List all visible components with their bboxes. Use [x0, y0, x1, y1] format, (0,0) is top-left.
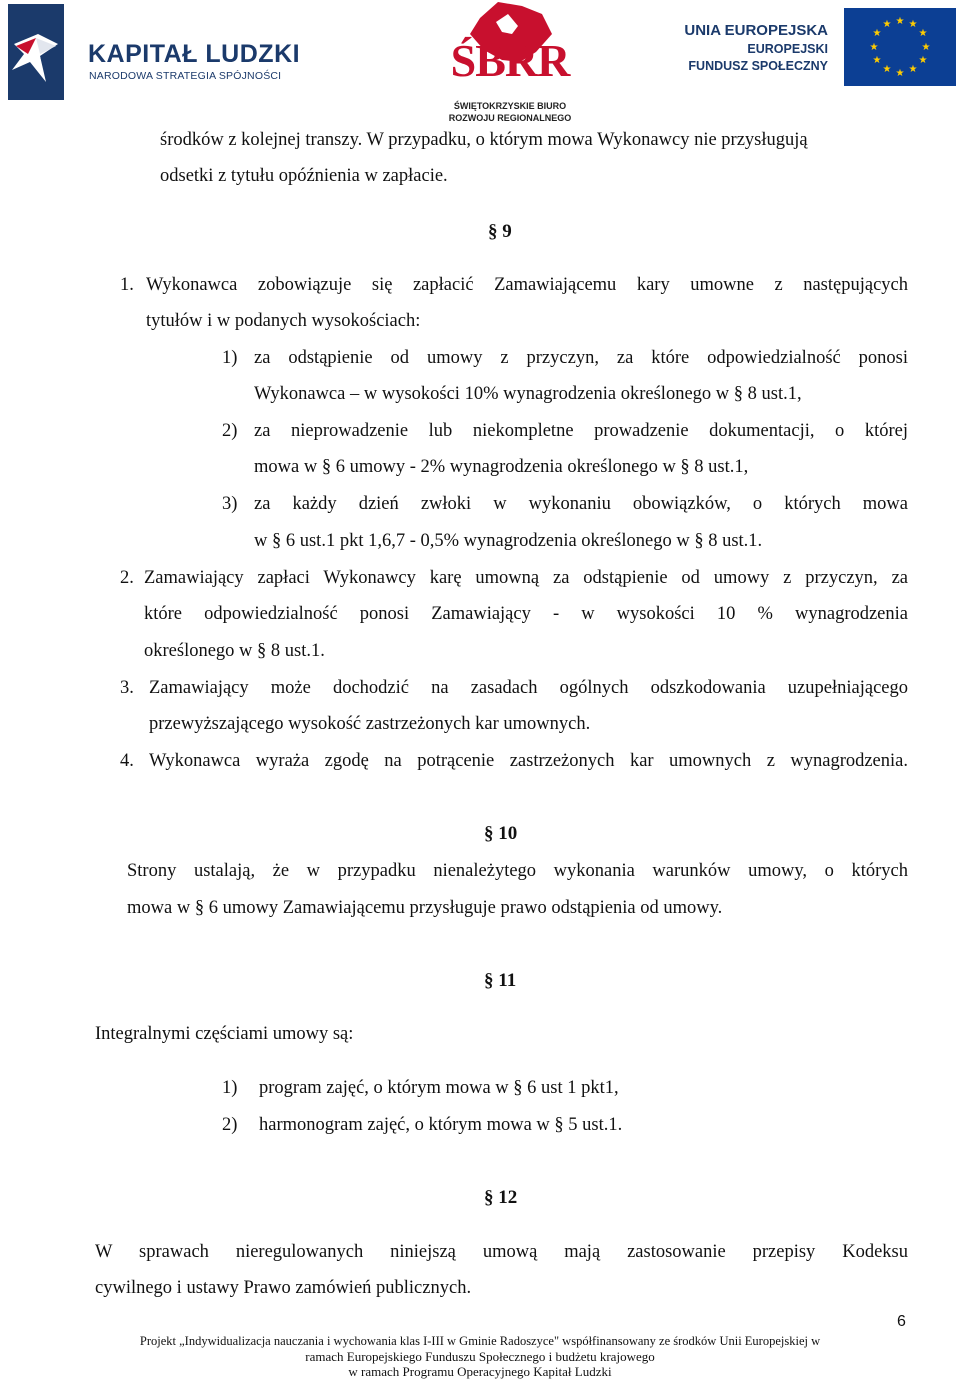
section-12-line-2: cywilnego i ustawy Prawo zamówień publicznych. [95, 1278, 472, 1298]
section-11-intro: Integralnymi częściami umowy są: [95, 1024, 354, 1044]
section-11-item-1-number: 1) [222, 1078, 238, 1098]
paragraph-4-line-1: Wykonawca wyraża zgodę na potrącenie zastrzeżonych kar umownych z wynagrodzenia. [149, 751, 908, 771]
section-12-line-1: W sprawach nieregulowanych niniejszą umową mają zastosowanie przepisy Kodeksu [95, 1242, 908, 1262]
paragraph-3-line-2: przewyższającego wysokość zastrzeżonych kar umownych. [149, 714, 591, 734]
continuation-line-1: środków z kolejnej transzy. W przypadku, o którym mowa Wykonawcy nie przysługują [160, 130, 808, 150]
paragraph-3-line-1: Zamawiający może dochodzić na zasadach ogólnych odszkodowania uzupełniającego [149, 678, 908, 698]
footer-line-1: Projekt „Indywidualizacja nauczania i wychowania klas I-III w Gminie Radoszyce" współfinansowany ze środków Unii Europejskiej w [139, 1334, 821, 1348]
paragraph-1-line-1: Wykonawca zobowiązuje się zapłacić Zamawiającemu kary umowne z następujących [146, 275, 908, 295]
svg-text:★: ★ [895, 68, 905, 79]
footer-line-2: ramach Europejskiego Funduszu Społecznego i budżetu krajowego [305, 1349, 655, 1364]
sbrr-mark: ŚBRR [450, 35, 570, 86]
svg-text:★: ★ [882, 64, 892, 75]
svg-text:★: ★ [869, 42, 879, 53]
section-heading-9: § 9 [488, 221, 512, 242]
paragraph-1-number: 1. [120, 275, 134, 295]
footer-line-3: w ramach Programu Operacyjnego Kapitał Ludzki [348, 1364, 612, 1379]
kapital-ludzki-star-icon [6, 4, 68, 100]
section-10-line-1: Strony ustalają, że w przypadku nienależytego wykonania warunków umowy, o których [127, 861, 908, 881]
page-number: 6 [897, 1313, 906, 1330]
paragraph-2-line-3: określonego w § 8 ust.1. [144, 641, 325, 661]
section-11-item-2: harmonogram zajęć, o którym mowa w § 5 ust.1. [259, 1115, 623, 1135]
kapital-ludzki-logo [6, 4, 306, 100]
paragraph-2-line-1: Zamawiający zapłaci Wykonawcy karę umowną za odstąpienie od umowy z przyczyn, za [144, 568, 908, 588]
kapital-ludzki-title: KAPITAŁ LUDZKI [88, 40, 301, 68]
section-11-item-2-number: 2) [222, 1115, 238, 1135]
list-item-3-line-1: za każdy dzień zwłoki w wykonaniu obowiązków, o których mowa [254, 494, 908, 514]
svg-text:★: ★ [872, 28, 882, 39]
header [0, 0, 960, 125]
paragraph-1-line-2: tytułów i w podanych wysokościach: [146, 311, 421, 331]
list-item-1-number: 1) [222, 348, 238, 368]
svg-text:★: ★ [918, 28, 928, 39]
section-heading-12: § 12 [484, 1187, 518, 1208]
eu-line2: EUROPEJSKI [747, 42, 828, 56]
section-heading-10: § 10 [484, 823, 518, 844]
svg-text:★: ★ [872, 55, 882, 66]
list-item-3-number: 3) [222, 494, 238, 514]
paragraph-3-number: 3. [120, 678, 134, 698]
list-item-3-line-2: w § 6 ust.1 pkt 1,6,7 - 0,5% wynagrodzenia określonego w § 8 ust.1. [254, 531, 763, 551]
paragraph-2-line-2: które odpowiedzialność ponosi Zamawiający - w wysokości 10 % wynagrodzenia [144, 604, 908, 624]
sbrr-logo [440, 0, 580, 125]
svg-text:★: ★ [908, 19, 918, 30]
section-11-item-1: program zajęć, o którym mowa w § 6 ust 1 pkt1, [259, 1078, 619, 1098]
svg-text:★: ★ [908, 64, 918, 75]
svg-text:★: ★ [918, 55, 928, 66]
list-item-1-line-2: Wykonawca – w wysokości 10% wynagrodzenia określonego w § 8 ust.1, [254, 384, 802, 404]
list-item-2-number: 2) [222, 421, 238, 441]
svg-text:★: ★ [921, 42, 931, 53]
eu-line3: FUNDUSZ SPOŁECZNY [688, 59, 828, 73]
svg-text:★: ★ [895, 16, 905, 27]
eu-line1: UNIA EUROPEJSKA [684, 22, 828, 39]
kapital-ludzki-subtitle: NARODOWA STRATEGIA SPÓJNOŚCI [89, 70, 282, 82]
eu-logo [660, 8, 956, 88]
continuation-line-2: odsetki z tytułu opóźnienia w zapłacie. [160, 166, 448, 186]
list-item-2-line-2: mowa w § 6 umowy - 2% wynagrodzenia określonego w § 8 ust.1, [254, 457, 749, 477]
section-10-line-2: mowa w § 6 umowy Zamawiającemu przysługuje prawo odstąpienia od umowy. [127, 898, 723, 918]
svg-text:★: ★ [882, 19, 892, 30]
sbrr-line2: ROZWOJU REGIONALNEGO [448, 113, 572, 123]
eu-flag-icon [844, 8, 956, 86]
paragraph-4-number: 4. [120, 751, 134, 771]
sbrr-line1: ŚWIĘTOKRZYSKIE BIURO [453, 101, 567, 111]
section-heading-11: § 11 [484, 970, 517, 991]
list-item-1-line-1: za odstąpienie od umowy z przyczyn, za które odpowiedzialność ponosi [254, 348, 908, 368]
paragraph-2-number: 2. [120, 568, 134, 588]
list-item-2-line-1: za nieprowadzenie lub niekompletne prowadzenie dokumentacji, o której [254, 421, 908, 441]
